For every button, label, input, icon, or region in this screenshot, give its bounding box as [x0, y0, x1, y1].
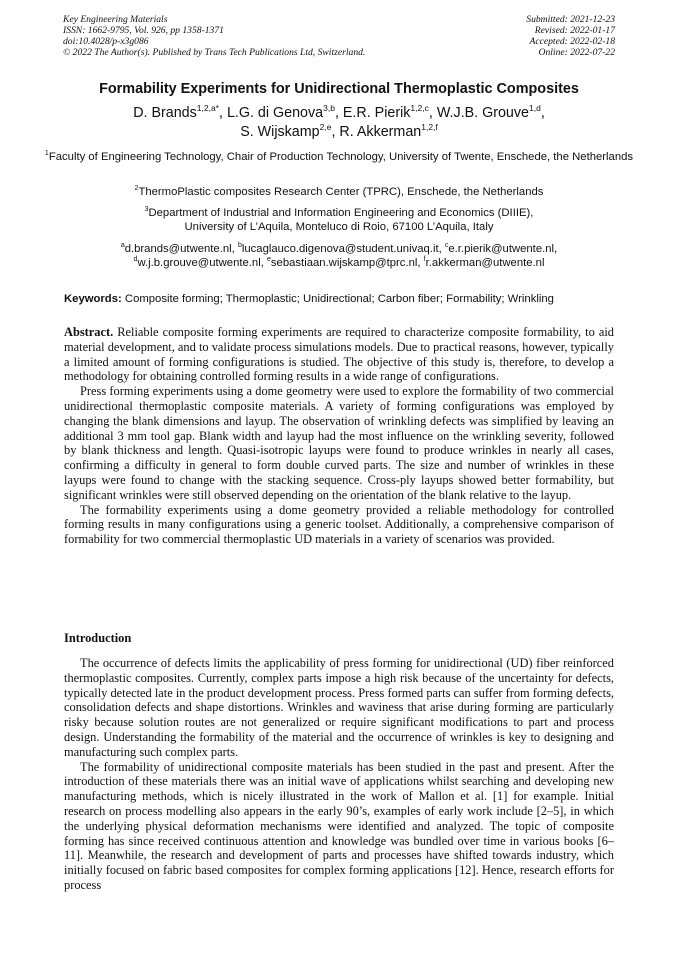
keywords-text: Composite forming; Thermoplastic; Unidirectional; Carbon fiber; Formability; Wrinkling	[124, 293, 554, 305]
journal-name: Key Engineering Materials	[63, 14, 168, 25]
journal-header	[63, 14, 365, 58]
email-link[interactable]: r.akkerman@utwente.nl	[425, 257, 545, 269]
dates-header	[526, 14, 615, 58]
author-sup: 1,2,f	[421, 122, 438, 133]
copyright: © 2022 The Author(s). Published by Trans Tech Publications Ltd, Switzerland.	[63, 47, 366, 58]
doi: doi:10.4028/p-x3g086	[63, 36, 149, 47]
author-name: S. Wijskamp	[240, 124, 320, 140]
abstract	[64, 325, 614, 547]
email-link[interactable]: d.brands@utwente.nl	[124, 243, 232, 255]
revised-date: Revised: 2022-01-17	[534, 25, 615, 36]
abstract-paragraph: Abstract. Reliable composite forming experiments are required to characterize composite formability, to aid material development, and to validate process simulations models. Due to practical reasons, however, typically a limited amount of forming configurations is studied. The objective of this study is, therefore, to develop a methodology for obtaining controlled forming results in a wide range of configurations.	[64, 325, 614, 384]
email-link[interactable]: e.r.pierik@utwente.nl	[448, 243, 555, 255]
author-name: E.R. Pierik	[342, 105, 411, 121]
issn: ISSN: 1662-9795, Vol. 926, pp 1358-1371	[63, 25, 224, 36]
paper-title: Formability Experiments for Unidirectional Thermoplastic Composites	[99, 81, 579, 97]
keywords-label: Keywords:	[64, 293, 122, 305]
email-link[interactable]: lucaglauco.digenova@student.univaq.it	[241, 243, 439, 255]
affiliation-2: $^2$ThermoPlastic composites Research Center (TPRC), Enschede, the Netherlands	[134, 185, 544, 198]
author-name: R. Akkerman	[339, 124, 422, 140]
intro-paragraph: The formability of unidirectional composite materials has been studied in the past and present. After the introduction of these materials there was an initial wave of applications whilst searching and developing new manufacturing methods, which is nicely illustrated in the work of Mallon et al. [1] for example. Initial research on process modelling also appears in the early 90’s, examples of early work include [2–5], in which the underlying physical deformation mechanisms were identified and analyzed. The topic of composite forming has since received continuous attention and knowledge was bundled over time in various books [6–11]. Meanwhile, the research and development of parts and processes have shifted towards industry, which initially focused on fabric based composites for complex forming applications [12]. Hence, research efforts for process	[64, 759, 614, 892]
author-list: D. Brands$^{1,2,a*}$, L.G. di Genova$^{3,b}$, E.R. Pierik$^{1,2,c}$, W.J.B. Grouve$^{1,d}$, S. Wijskamp$^{2,e}$, R. Akkerman$^{1,2,f}$	[133, 103, 545, 140]
author-sup: 1,d	[528, 103, 541, 114]
abstract-paragraph: The formability experiments using a dome geometry provided a reliable methodology for controlled forming results in many configurations using a generic toolset. Additionally, a comprehensive comparison of formability for two commercial thermoplastic UD materials in a variety of scenarios was provided.	[64, 502, 614, 547]
affiliation-3: $^3$Department of Industrial and Information Engineering and Economics (DIIIE), University of L’Aquila, Monteluco di Roio, 67100 L’Aquila, Italy	[144, 206, 534, 233]
online-date: Online: 2022-07-22	[538, 47, 615, 58]
keywords	[64, 292, 618, 306]
section-heading: Introduction	[64, 631, 132, 645]
author-sup: 1,2,c	[410, 103, 429, 114]
author-name: L.G. di Genova	[226, 105, 324, 121]
email-link[interactable]: w.j.b.grouve@utwente.nl	[137, 257, 261, 269]
abstract-paragraph: Press forming experiments using a dome geometry were used to explore the formability of two commercial unidirectional thermoplastic composite materials. A variety of forming configurations was employed by changing the blank dimensions and layup. The observation of wrinkling defects was simplified by leaving an additional 3 mm tool gap. Blank width and layup had the most influence on the wrinkling severity, followed by blank thickness and length. Quasi-isotropic layups were found to produce wrinkles in nearly all cases, confirming a difficulty in general to form double curved parts. The size and number of wrinkles in these layups were found to change with the stacking sequence. Cross-ply layups showed better formability, but significant wrinkles were still observed depending on the orientation of the blank relative to the layup.	[64, 384, 614, 502]
abstract-label: Abstract.	[64, 325, 114, 339]
author-sup: 3,b	[323, 103, 335, 114]
intro-paragraph: The occurrence of defects limits the applicability of press forming for unidirectional (UD) fiber reinforced thermoplastic composites. Currently, complex parts impose a high risk because of the uncertainty for defects, typically detected late in the product development process. Press formed parts can suffer from forming defects, consolidation defects and shape distortions. Wrinkles and waviness that arise during forming are particularly risky because solution routes are not generalized or require significant modifications to part and process design. Understanding the formability of the material and the occurrence of wrinkles is key to designing and manufacturing such complex parts.	[64, 656, 614, 759]
introduction-body	[64, 656, 614, 893]
author-sup: 2,e	[319, 122, 332, 133]
submitted-date: Submitted: 2021-12-23	[526, 14, 615, 25]
author-name: W.J.B. Grouve	[436, 105, 529, 121]
email-list: $^a$d.brands@utwente.nl, $^b$lucaglauco.digenova@student.univaq.it, $^c$e.r.pierik@utwente.nl, $^d$w.j.b.grouve@utwente.nl, $^e$sebastiaan.wijskamp@tprc.nl, $^f$r.akkerman@utwente.nl	[120, 242, 558, 269]
author-name: D. Brands	[133, 105, 197, 121]
email-link[interactable]: sebastiaan.wijskamp@tprc.nl	[270, 257, 418, 269]
affiliation-1: $^1$Faculty of Engineering Technology, Chair of Production Technology, University of Twente, Enschede, the Netherlands	[44, 150, 634, 163]
accepted-date: Accepted: 2022-02-18	[529, 36, 615, 47]
author-sup: 1,2,a*	[196, 103, 219, 114]
